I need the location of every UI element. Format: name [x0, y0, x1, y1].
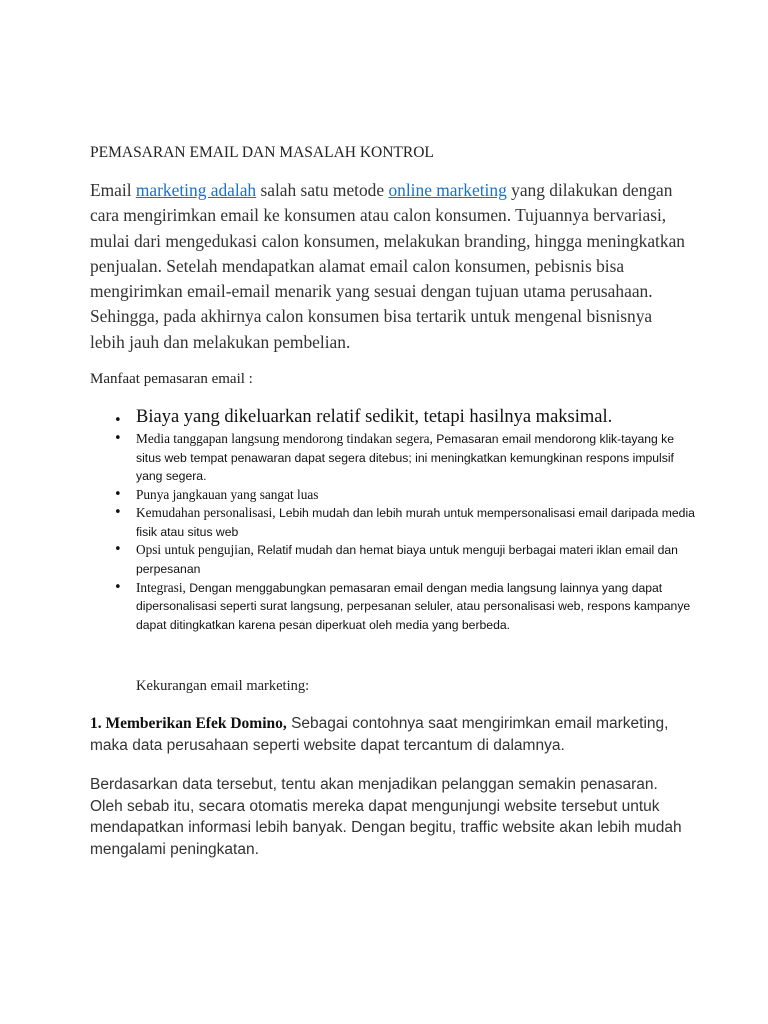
drawback-point-lead: 1. Memberikan Efek Domino, — [90, 715, 287, 732]
benefit-item — [136, 404, 696, 430]
closing-paragraph: Berdasarkan data tersebut, tentu akan menjadikan pelanggan semakin penasaran. Oleh sebab itu, secara otomatis mereka dapat mengunjungi website tersebut untuk mendapatkan informasi lebih banyak. Dengan begitu, traffic website akan lebih mudah mengalami peningkatan. — [90, 776, 682, 858]
benefit-detail: Relatif mudah dan hemat biaya untuk menguji berbagai materi iklan email dan perpesanan — [136, 543, 678, 576]
intro-text-1: Email — [90, 180, 136, 200]
benefit-lead: Media tanggapan langsung mendorong tindakan segera, — [136, 431, 433, 446]
benefit-detail: Pemasaran email mendorong klik-tayang ke situs web tempat penawaran dapat segera ditebus; ini meningkatkan kemungkinan respons impulsif yang segera. — [136, 432, 675, 484]
benefit-item — [136, 541, 696, 578]
benefit-lead: Opsi untuk pengujian, — [136, 542, 254, 558]
intro-text-3: yang dilakukan dengan cara mengirimkan email ke konsumen atau calon konsumen. Tujuannya bervariasi, mulai dari mengedukasi calon konsumen, melakukan branding, hingga meningkatkan penjualan. Setelah mendapatkan alamat email calon konsumen, pebisnis bisa mengirimkan email-email menarik yang sesuai dengan tujuan utama perusahaan. Sehingga, pada akhirnya calon konsumen bisa tertarik untuk mengenal bisnisnya lebih jauh dan melakukan pembelian. — [90, 180, 685, 352]
drawback-point-1 — [90, 713, 690, 756]
benefit-lead: Punya jangkauan yang sangat luas — [136, 487, 319, 503]
benefit-item — [136, 504, 696, 541]
drawback-point-detail: Sebagai contohnya saat mengirimkan email marketing, maka data perusahaan seperti website dapat tercantum di dalamnya. — [90, 715, 669, 754]
online-marketing-link[interactable]: online marketing — [388, 180, 507, 200]
benefit-detail: Dengan menggabungkan pemasaran email dengan media langsung lainnya yang dapat dipersonalisasi seperti surat langsung, perpesanan seluler, atau personalisasi web, respons kampanye dapat ditingkatkan karena pesan diperkuat oleh media yang berbeda. — [136, 580, 691, 633]
benefit-lead: Kemudahan personalisasi, — [136, 504, 276, 520]
benefit-lead: Integrasi, — [136, 579, 186, 595]
benefits-list — [136, 404, 696, 635]
benefit-item — [136, 579, 696, 635]
document-title: PEMASARAN EMAIL DAN MASALAH KONTROL — [90, 144, 434, 161]
benefit-lead: Biaya yang dikeluarkan relatif sedikit, tetapi hasilnya maksimal. — [136, 407, 613, 427]
marketing-adalah-link[interactable]: marketing adalah — [135, 180, 257, 200]
intro-text-2: salah satu metode — [256, 180, 389, 200]
benefit-item — [136, 430, 696, 486]
benefit-item — [136, 486, 696, 504]
benefits-heading: Manfaat pemasaran email : — [90, 371, 253, 387]
intro-paragraph — [90, 178, 690, 355]
drawbacks-heading: Kekurangan email marketing: — [136, 678, 310, 694]
benefit-detail: Lebih mudah dan lebih murah untuk mempersonalisasi email daripada media fisik atau situs web — [136, 505, 695, 539]
